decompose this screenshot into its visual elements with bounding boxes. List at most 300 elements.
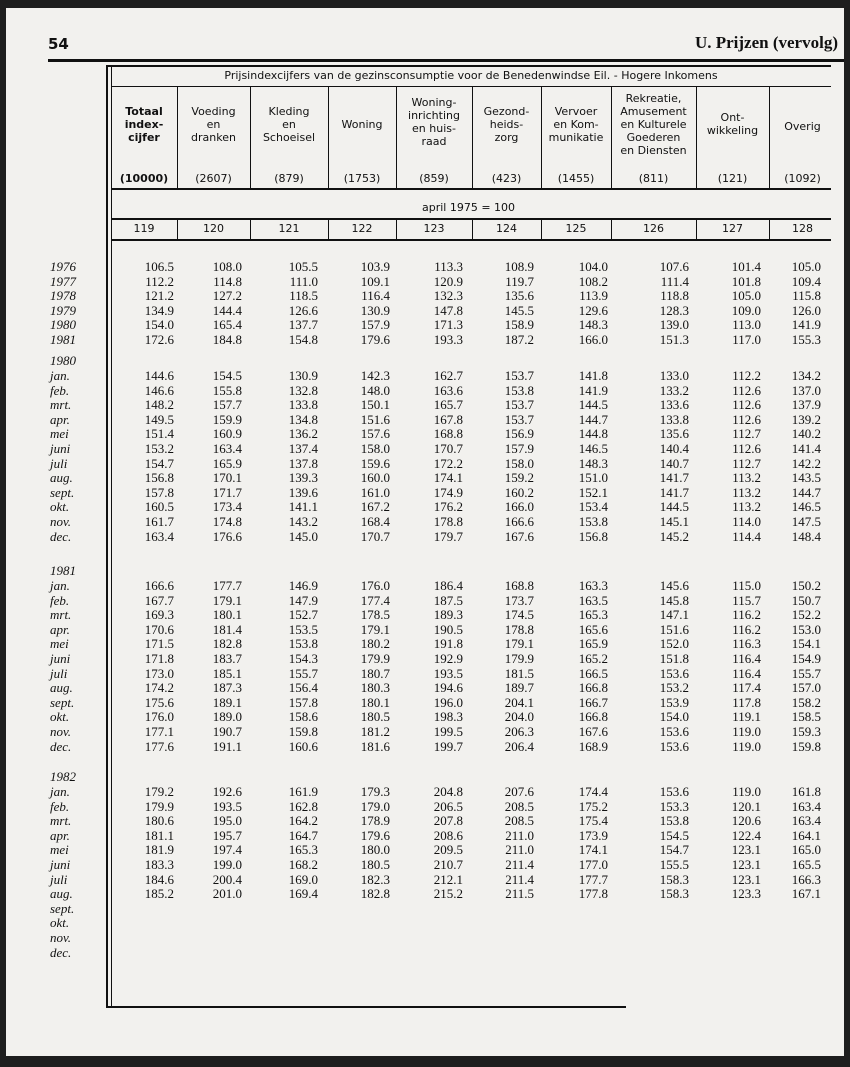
table-cell: 157.8	[144, 484, 174, 500]
table-cell: 168.4	[360, 513, 390, 529]
table-cell: 108.0	[212, 259, 242, 274]
table-cell: 169.4	[288, 886, 318, 902]
table-cell: 173.7	[504, 592, 534, 608]
table-cell: 133.6	[659, 397, 689, 413]
column-header	[611, 92, 696, 157]
table-cell: 151.0	[578, 470, 608, 486]
row-label: juli	[50, 665, 68, 681]
table-cell: 133.0	[659, 368, 689, 383]
table-cell: 161.0	[360, 484, 390, 500]
table-cell: 116.3	[732, 636, 761, 652]
table-cell: 158.0	[360, 440, 390, 456]
table-cell: 153.2	[659, 680, 689, 696]
row-label: mei	[50, 426, 69, 442]
row-label: mei	[50, 842, 69, 858]
table-cell: 199.0	[212, 856, 242, 872]
table-cell: 204.8	[433, 784, 463, 799]
value-column	[629, 579, 689, 754]
table-cell: 161.9	[288, 784, 318, 799]
table-cell: 181.9	[144, 842, 174, 858]
value-column	[548, 260, 608, 348]
table-cell: 113.9	[579, 288, 608, 304]
table-cell: 158.2	[791, 694, 821, 710]
table-cell: 174.2	[144, 680, 174, 696]
table-cell: 159.8	[288, 723, 318, 739]
table-cell: 174.8	[212, 513, 242, 529]
table-cell: 174.4	[578, 784, 608, 799]
table-cell: 151.4	[144, 426, 174, 442]
table-cell: 147.1	[659, 607, 689, 623]
table-cell: 169.0	[288, 871, 318, 887]
table-cell: 117.8	[732, 694, 761, 710]
table-cell: 153.8	[659, 813, 689, 829]
row-label: feb.	[50, 382, 70, 398]
table-cell: 163.4	[791, 813, 821, 829]
table-cell: 165.9	[212, 455, 242, 471]
table-cell: 151.6	[360, 411, 390, 427]
table-cell: 112.7	[732, 426, 761, 442]
column-header	[111, 105, 177, 144]
table-cell: 153.6	[659, 738, 689, 754]
value-column	[761, 369, 821, 544]
row-label: aug.	[50, 680, 73, 696]
table-cell: 116.2	[732, 621, 761, 637]
table-cell: 105.0	[791, 259, 821, 274]
table-cell: 144.5	[578, 397, 608, 413]
table-cell: 112.2	[732, 368, 761, 383]
table-cell: 211.0	[505, 827, 534, 843]
column-header-line: Totaal	[125, 105, 163, 118]
table-cell: 166.5	[578, 665, 608, 681]
column-header-line: Ont-	[720, 111, 745, 124]
value-column	[701, 785, 761, 902]
table-cell: 190.7	[212, 723, 242, 739]
table-cell: 140.2	[791, 426, 821, 442]
table-cell: 181.5	[504, 665, 534, 681]
header-rule	[48, 59, 844, 62]
table-cell: 123.3	[731, 886, 761, 902]
table-cell: 151.3	[659, 331, 689, 347]
table-cell: 170.7	[360, 528, 390, 544]
table-cell: 171.7	[212, 484, 242, 500]
table-cell: 156.8	[578, 528, 608, 544]
table-cell: 118.5	[289, 288, 318, 304]
value-column	[701, 579, 761, 754]
table-cell: 144.4	[212, 302, 242, 318]
table-cell: 107.6	[659, 259, 689, 274]
table-cell: 165.6	[578, 621, 608, 637]
table-cell: 167.6	[504, 528, 534, 544]
table-cell: 135.6	[659, 426, 689, 442]
table-top-border	[106, 65, 831, 67]
column-header-line: raad	[421, 135, 447, 148]
table-cell: 152.0	[659, 636, 689, 652]
table-cell: 159.9	[212, 411, 242, 427]
table-cell: 158.3	[659, 871, 689, 887]
table-cell: 178.8	[433, 513, 463, 529]
table-cell: 105.0	[731, 288, 761, 304]
table-cell: 119.1	[732, 709, 761, 725]
table-cell: 120.6	[731, 813, 761, 829]
column-header-line: inrichting	[408, 109, 460, 122]
scanned-page	[6, 8, 844, 1056]
table-cell: 145.8	[659, 592, 689, 608]
table-cell: 103.9	[360, 259, 390, 274]
table-cell: 180.1	[212, 607, 242, 623]
table-cell: 194.6	[433, 680, 463, 696]
column-header-line: Amusement	[620, 105, 687, 118]
table-cell: 153.5	[288, 621, 318, 637]
value-column	[761, 260, 821, 348]
table-title: Prijsindexcijfers van de gezinsconsumptie voor de Benedenwindse Eil. - Hogere Inkomens	[224, 69, 718, 82]
block-year-label: 1981	[50, 563, 76, 578]
table-cell: 152.2	[791, 607, 821, 623]
table-cell: 129.6	[578, 302, 608, 318]
column-weight: (879)	[274, 172, 304, 185]
table-cell: 163.4	[791, 798, 821, 814]
table-cell: 157.8	[288, 694, 318, 710]
table-cell: 143.2	[288, 513, 318, 529]
block-year-label: 1980	[50, 353, 76, 368]
table-cell: 175.4	[578, 813, 608, 829]
table-cell: 133.2	[659, 382, 689, 398]
column-code: 121	[278, 222, 300, 235]
value-column	[330, 785, 390, 902]
table-cell: 166.8	[578, 680, 608, 696]
table-cell: 137.9	[791, 397, 821, 413]
table-cell: 106.5	[144, 259, 174, 274]
table-cell: 175.6	[144, 694, 174, 710]
code-row-bottom	[111, 239, 831, 241]
table-cell: 182.8	[360, 886, 390, 902]
table-cell: 199.7	[433, 738, 463, 754]
table-cell: 153.0	[791, 621, 821, 637]
column-header	[396, 96, 472, 148]
table-cell: 157.0	[791, 680, 821, 696]
table-cell: 136.2	[288, 426, 318, 442]
table-cell: 153.8	[288, 636, 318, 652]
table-cell: 155.8	[212, 382, 242, 398]
table-cell: 116.4	[732, 665, 761, 681]
table-cell: 109.1	[360, 273, 390, 289]
table-cell: 189.7	[504, 680, 534, 696]
table-left-border	[106, 65, 108, 1006]
column-weight: (811)	[638, 172, 669, 185]
table-cell: 141.1	[288, 499, 318, 515]
column-header-line: wikkeling	[706, 124, 759, 137]
table-cell: 164.2	[288, 813, 318, 829]
row-label: mei	[50, 636, 69, 652]
column-weight: (2607)	[195, 172, 232, 185]
table-cell: 212.1	[433, 871, 463, 887]
table-cell: 156.9	[504, 426, 534, 442]
table-cell: 113.0	[732, 317, 761, 333]
table-cell: 145.0	[288, 528, 318, 544]
table-cell: 154.9	[791, 650, 821, 666]
row-label: juli	[50, 455, 68, 471]
value-column	[548, 785, 608, 902]
base-period: april 1975 = 100	[421, 201, 516, 214]
column-header-line: en Kom-	[553, 118, 599, 131]
table-cell: 168.2	[288, 856, 318, 872]
table-cell: 154.7	[659, 842, 689, 858]
table-cell: 181.6	[360, 738, 390, 754]
table-cell: 168.9	[578, 738, 608, 754]
column-header	[177, 105, 250, 144]
table-cell: 166.6	[504, 513, 534, 529]
table-cell: 206.5	[433, 798, 463, 814]
value-column	[330, 260, 390, 348]
table-cell: 116.4	[361, 288, 390, 304]
table-cell: 153.9	[659, 694, 689, 710]
value-column	[114, 579, 174, 754]
table-cell: 161.7	[144, 513, 174, 529]
table-cell: 155.3	[791, 331, 821, 347]
table-cell: 101.4	[731, 259, 761, 274]
value-column	[330, 369, 390, 544]
table-cell: 187.3	[212, 680, 242, 696]
value-column	[474, 785, 534, 902]
table-cell: 208.5	[504, 798, 534, 814]
table-cell: 144.7	[791, 484, 821, 500]
table-cell: 206.3	[504, 723, 534, 739]
table-cell: 160.0	[360, 470, 390, 486]
table-cell: 167.6	[578, 723, 608, 739]
table-cell: 153.3	[659, 798, 689, 814]
column-code: 120	[203, 222, 224, 235]
table-cell: 153.7	[504, 411, 534, 427]
table-cell: 201.0	[212, 886, 242, 902]
table-cell: 187.5	[433, 592, 463, 608]
column-header	[472, 105, 541, 144]
table-cell: 157.6	[360, 426, 390, 442]
table-cell: 179.1	[212, 592, 242, 608]
table-cell: 189.0	[212, 709, 242, 725]
title-rule	[111, 86, 831, 87]
table-cell: 178.8	[504, 621, 534, 637]
table-cell: 127.2	[212, 288, 242, 304]
table-cell: 117.0	[732, 331, 761, 347]
row-label: 1978	[50, 288, 76, 304]
table-cell: 179.3	[360, 784, 390, 799]
table-cell: 143.5	[791, 470, 821, 486]
table-cell: 153.6	[659, 665, 689, 681]
table-cell: 200.4	[212, 871, 242, 887]
value-column	[330, 579, 390, 754]
table-cell: 148.3	[578, 455, 608, 471]
value-column	[761, 579, 821, 754]
table-cell: 158.3	[659, 886, 689, 902]
table-cell: 146.5	[578, 440, 608, 456]
row-label: okt.	[50, 709, 70, 725]
table-cell: 119.0	[732, 784, 761, 799]
table-cell: 132.3	[433, 288, 463, 304]
table-cell: 165.3	[288, 842, 318, 858]
table-cell: 171.3	[433, 317, 463, 333]
value-column	[474, 260, 534, 348]
table-cell: 163.6	[433, 382, 463, 398]
table-cell: 167.1	[791, 886, 821, 902]
value-column	[258, 579, 318, 754]
row-label: 1976	[50, 259, 76, 274]
table-cell: 211.5	[505, 886, 534, 902]
table-cell: 179.9	[360, 650, 390, 666]
table-cell: 115.0	[732, 578, 761, 593]
table-cell: 133.8	[288, 397, 318, 413]
table-cell: 166.3	[791, 871, 821, 887]
table-cell: 153.2	[144, 440, 174, 456]
table-cell: 158.6	[288, 709, 318, 725]
table-cell: 186.4	[433, 578, 463, 593]
table-cell: 179.6	[360, 827, 390, 843]
value-column	[403, 785, 463, 902]
row-label: jan.	[50, 578, 70, 593]
row-label: mrt.	[50, 397, 72, 413]
table-cell: 176.6	[212, 528, 242, 544]
table-cell: 162.8	[288, 798, 318, 814]
table-cell: 199.5	[433, 723, 463, 739]
table-cell: 177.7	[578, 871, 608, 887]
table-cell: 113.2	[732, 484, 761, 500]
table-cell: 206.4	[504, 738, 534, 754]
table-cell: 155.7	[791, 665, 821, 681]
column-code: 128	[792, 222, 813, 235]
table-cell: 137.4	[288, 440, 318, 456]
table-cell: 171.5	[144, 636, 174, 652]
column-header	[769, 120, 836, 133]
table-cell: 167.8	[433, 411, 463, 427]
table-cell: 153.7	[504, 368, 534, 383]
column-header-line: Woning	[341, 118, 383, 131]
table-cell: 181.1	[144, 827, 174, 843]
table-cell: 149.5	[144, 411, 174, 427]
table-cell: 198.3	[433, 709, 463, 725]
row-label: dec.	[50, 944, 72, 960]
value-column	[114, 785, 174, 902]
column-header	[696, 111, 769, 137]
table-cell: 117.4	[732, 680, 761, 696]
table-cell: 104.0	[578, 259, 608, 274]
table-cell: 139.2	[791, 411, 821, 427]
column-header-line: en Kulturele	[620, 118, 687, 131]
row-label: okt.	[50, 915, 70, 931]
table-cell: 177.6	[144, 738, 174, 754]
table-cell: 192.6	[212, 784, 242, 799]
table-cell: 139.3	[288, 470, 318, 486]
row-label: sept.	[50, 484, 75, 500]
table-cell: 184.8	[212, 331, 242, 347]
table-cell: 190.5	[433, 621, 463, 637]
row-label: 1977	[50, 273, 76, 289]
value-column	[258, 260, 318, 348]
table-cell: 177.7	[212, 578, 242, 593]
column-header-line: Rekreatie,	[625, 92, 682, 105]
table-cell: 113.2	[732, 470, 761, 486]
value-column	[701, 260, 761, 348]
table-cell: 177.0	[578, 856, 608, 872]
table-cell: 126.6	[288, 302, 318, 318]
table-cell: 193.3	[433, 331, 463, 347]
table-cell: 180.0	[360, 842, 390, 858]
column-header-line: munikatie	[548, 131, 604, 144]
table-cell: 111.4	[660, 273, 689, 289]
inner-left-border	[111, 65, 112, 1006]
table-cell: 160.5	[144, 499, 174, 515]
table-cell: 179.0	[360, 798, 390, 814]
table-cell: 144.5	[659, 499, 689, 515]
table-cell: 193.5	[433, 665, 463, 681]
table-cell: 159.3	[791, 723, 821, 739]
table-cell: 159.2	[504, 470, 534, 486]
table-cell: 119.0	[732, 723, 761, 739]
table-cell: 179.7	[433, 528, 463, 544]
table-cell: 191.8	[433, 636, 463, 652]
column-header-line: dranken	[191, 131, 236, 144]
table-cell: 157.7	[212, 397, 242, 413]
table-cell: 174.9	[433, 484, 463, 500]
table-cell: 165.0	[791, 842, 821, 858]
column-header	[328, 118, 396, 131]
table-cell: 153.6	[659, 784, 689, 799]
table-cell: 204.0	[504, 709, 534, 725]
table-cell: 123.1	[731, 842, 761, 858]
value-column	[182, 579, 242, 754]
row-label: dec.	[50, 738, 72, 754]
table-cell: 146.5	[791, 499, 821, 515]
row-label: apr.	[50, 411, 70, 427]
row-label: feb.	[50, 592, 70, 608]
row-label: 1979	[50, 302, 76, 318]
table-cell: 179.9	[144, 798, 174, 814]
table-cell: 165.3	[578, 607, 608, 623]
table-cell: 119.0	[732, 738, 761, 754]
column-header-line: Overig	[784, 120, 821, 133]
table-cell: 166.6	[144, 578, 174, 593]
table-cell: 141.4	[791, 440, 821, 456]
table-cell: 179.1	[504, 636, 534, 652]
weights-rule	[111, 188, 831, 190]
column-code: 124	[496, 222, 517, 235]
row-label: mrt.	[50, 607, 72, 623]
value-column	[403, 579, 463, 754]
column-code: 127	[722, 222, 743, 235]
code-row-top	[111, 218, 831, 220]
table-cell: 164.1	[791, 827, 821, 843]
row-label: jan.	[50, 784, 70, 799]
column-weight: (423)	[491, 172, 522, 185]
table-cell: 173.9	[578, 827, 608, 843]
column-header-line: heids-	[489, 118, 524, 131]
row-label: apr.	[50, 621, 70, 637]
table-cell: 192.9	[433, 650, 463, 666]
table-cell: 171.8	[144, 650, 174, 666]
table-cell: 195.0	[212, 813, 242, 829]
table-cell: 158.9	[504, 317, 534, 333]
table-cell: 180.6	[144, 813, 174, 829]
table-cell: 166.0	[578, 331, 608, 347]
table-cell: 112.6	[732, 440, 761, 456]
table-cell: 123.1	[731, 871, 761, 887]
table-cell: 145.6	[659, 578, 689, 593]
table-cell: 146.9	[288, 578, 318, 593]
table-cell: 113.3	[434, 259, 463, 274]
table-cell: 148.0	[360, 382, 390, 398]
table-cell: 144.6	[144, 368, 174, 383]
table-cell: 156.8	[144, 470, 174, 486]
table-cell: 154.5	[659, 827, 689, 843]
row-label: dec.	[50, 528, 72, 544]
table-cell: 113.2	[732, 499, 761, 515]
